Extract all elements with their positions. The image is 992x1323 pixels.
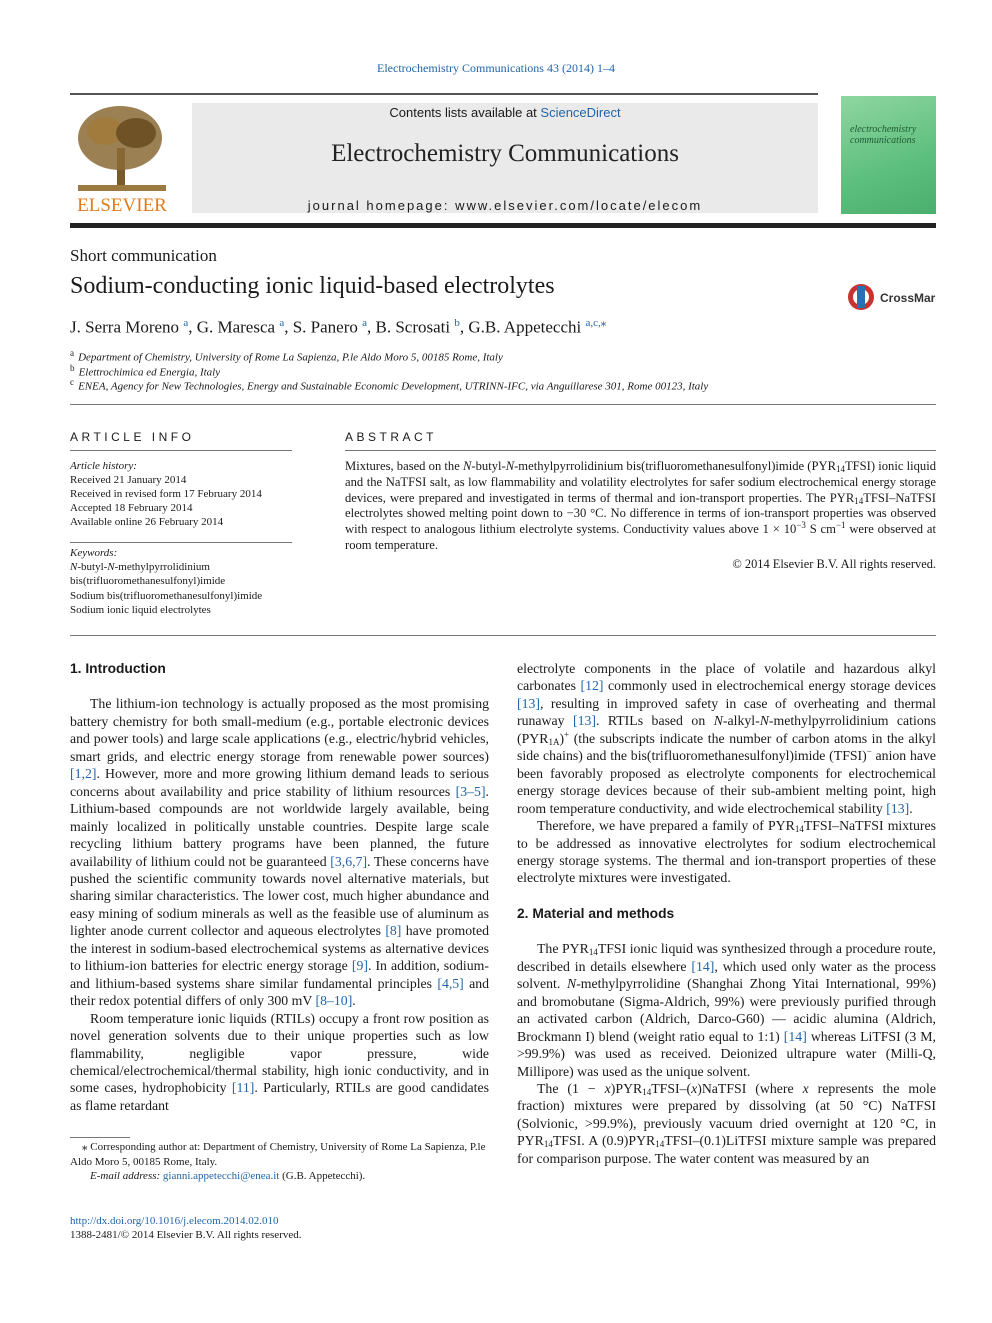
keyword: Sodium bis(trifluoromethanesulfonyl)imide — [70, 590, 263, 602]
divider — [70, 450, 292, 451]
author[interactable]: J. Serra Moreno — [70, 317, 180, 337]
author[interactable]: G.B. Appetecchi — [468, 317, 582, 337]
author-affil-mark[interactable]: b — [454, 317, 460, 329]
author-affil-mark[interactable]: a — [362, 317, 368, 329]
paragraph: electrolyte components in the place of volatile and hazardous alkyl carbonates [12] commonly used in electrochemical energy storage devices [13], resulting in improved safety in case of overheating and thermal runaway [13]. RTILs based on N-alkyl-N-methylpyrrolidinium cations $(PYR_{1A})^+$ (the subscripts indicate the number of carbon atoms in the alkyl side chains) and the bis(trifluoromethanesulfonyl)imide (TFSI)− anion have been favorably proposed as electrolyte components for electrochemical energy storage devices because of their sub-ambient melting point, high room temperature conductivity, and wide electrochemical stability [13]. — [517, 661, 936, 816]
article-type: Short communication — [70, 246, 217, 265]
citation-link[interactable]: [13] — [572, 713, 596, 729]
masthead-rule — [70, 93, 818, 95]
divider — [70, 635, 936, 636]
author-affil-mark[interactable]: a,c,⁎ — [585, 317, 607, 329]
keyword: N-butyl-N-methylpyrrolidinium — [70, 561, 210, 573]
publisher-name: ELSEVIER — [77, 195, 167, 215]
citation-link[interactable]: [3,6,7] — [330, 853, 368, 869]
body-column-left — [70, 660, 489, 1114]
history-label: Article history: — [70, 460, 137, 472]
abstract-text: Mixtures, based on the N-butyl-N-methylpyrrolidinium bis(trifluoromethanesulfonyl)imide $(PYR_{14}TFSI)$ ionic liquid and the NaTFSI salt, as low flammability and volatility electrolytes for safer sodium electrochemical energy storage devices, were prepared and investigated in terms of thermal and ion-transport properties. The $PYR_{14}TFSI$–NaTFSI electrolytes showed melting point down to −30 °C. No difference in terms of ion-transport properties was observed with respect to analogous lithium electrolyte systems. Conductivity values above $1 \times 10^{-3}$ S $cm^{-1}$ were observed at room temperature. — [345, 459, 936, 552]
article-title: Sodium-conducting ionic liquid-based electrolytes — [70, 273, 555, 299]
history-item: Available online 26 February 2014 — [70, 516, 224, 528]
affiliation: $^b$ Elettrochimica ed Energia, Italy — [70, 363, 221, 379]
author-affil-mark[interactable]: a — [183, 317, 189, 329]
cover-title: electrochemistry communications — [850, 124, 917, 146]
citation-link[interactable]: [9] — [351, 958, 368, 974]
contents-line — [192, 105, 818, 120]
section-heading-methods: 2. Material and methods — [517, 905, 675, 921]
sciencedirect-link[interactable]: ScienceDirect — [540, 105, 621, 120]
history-item: Received 21 January 2014 — [70, 474, 187, 486]
paragraph: The $PYR_{14}TFSI$ ionic liquid was synthesized through a procedure route, described in details elsewhere [14], which used only water as the process solvent. N-methylpyrrolidine (Shanghai Zhong Yitai International, 99%) and bromobutane (Sigma-Aldrich, 99%) were previously purified through an activated carbon (Aldrich, Darco-G60) — acidic alumina (Aldrich, Brockmann I) blend (weight ratio equal to 1:1) [14] whereas LiTFSI (3 M, >99.9%) was used as received. Deionized ultrapure water (Milli-Q, Millipore) was used as the unique solvent. — [517, 941, 936, 1079]
email-link[interactable]: gianni.appetecchi@enea.it — [162, 1170, 280, 1182]
author-affil-mark[interactable]: a — [279, 317, 285, 329]
running-head[interactable]: Electrochemistry Communications 43 (2014) 1–4 — [377, 61, 615, 75]
history-item: Accepted 18 February 2014 — [70, 502, 193, 514]
author[interactable]: G. Maresca — [196, 317, 276, 337]
citation-link[interactable]: [13] — [886, 800, 910, 816]
divider — [345, 450, 936, 451]
citation-link[interactable]: [8] — [385, 923, 402, 939]
abstract-heading: ABSTRACT — [345, 430, 438, 444]
article-info-heading: ARTICLE INFO — [70, 430, 195, 444]
elsevier-logo — [70, 103, 174, 215]
paragraph: Room temperature ionic liquids (RTILs) occupy a front row position as novel generation solvents due to their unique properties such as low flammability, negligible vapor pressure, wide chemical/electrochemical/thermal stability, high ionic conductivity, and in some cases, hydrophobicity [11]. Particularly, RTILs are good candidates as flame retardant — [70, 1010, 489, 1113]
contents-prefix: Contents lists available at — [389, 105, 541, 120]
masthead-bottom-rule — [70, 223, 936, 228]
issn-line: 1388-2481/© 2014 Elsevier B.V. All rights reserved. — [70, 1229, 302, 1241]
divider — [70, 404, 936, 405]
email-label: E-mail address: — [90, 1170, 161, 1182]
citation-link[interactable]: [14] — [691, 958, 715, 974]
abstract-copyright: © 2014 Elsevier B.V. All rights reserved. — [732, 557, 936, 571]
author-list: J. Serra Moreno $^a$, G. Maresca $^a$, S. Panero $^a$, B. Scrosati $^b$, G.B. Appetecchi $^{a,c,⁎}$ — [70, 317, 607, 337]
email-owner: (G.B. Appetecchi). — [282, 1170, 366, 1182]
doi-link[interactable]: http://dx.doi.org/10.1016/j.elecom.2014.02.010 — [70, 1215, 279, 1227]
paragraph: The $(1 - x)PYR_{14}TFSI-(x)NaTFSI$ (where x represents the mole fraction) mixtures were prepared by dissolving (at 50 °C) NaTFSI (Solvionic, >99.9%), previously vacuum dried overnight at 120 °C, in $PYR_{14}TFSI$. A $(0.9)PYR_{14}TFSI-(0.1)LiTFSI$ mixture sample was prepared for comparison purpose. The water content was measured by an — [517, 1080, 937, 1166]
citation-link[interactable]: [1,2] — [70, 766, 97, 782]
affiliation: $^c$ ENEA, Agency for New Technologies, Energy and Sustainable Economic Development, UTRINN-IFC, via Anguillarese 301, Rome 00123, Italy — [70, 377, 709, 393]
citation-link[interactable]: [12] — [580, 678, 604, 694]
citation-link[interactable]: [14] — [783, 1028, 807, 1044]
keywords-label: Keywords: — [70, 547, 118, 559]
citation-link[interactable]: [11] — [231, 1080, 255, 1096]
paragraph: Therefore, we have prepared a family of $PYR_{14}TFSI$–NaTFSI mixtures to be addressed as innovative electrolytes for sodium electrochemical energy storage systems. The thermal and ion-transport properties of these electrolyte mixtures were investigated. — [517, 818, 936, 886]
keyword: Sodium ionic liquid electrolytes — [70, 604, 211, 616]
journal-name: Electrochemistry Communications — [331, 140, 679, 167]
author[interactable]: S. Panero — [292, 317, 358, 337]
citation-link[interactable]: [13] — [517, 695, 540, 711]
paragraph: The lithium-ion technology is actually proposed as the most promising battery chemistry for both small-medium (e.g., portable electronic devices and power tools) and large scale applications (e.g., electric/hybrid vehicles, smart grids, and electric energy storage from renewable power sources) [1,2]. However, more and more growing lithium demand leads to serious concerns about availability and price stability of lithium resources [3–5]. Lithium-based compounds are not worldwide largely available, being mainly localized in politically unstable countries. Despite large scale recycling lithium battery programs have been planned, the future availability of lithium could not be guaranteed [3,6,7]. These concerns have pushed the scientific community towards novel alternative materials, but sharing similar characteristics. The lower cost, much higher abundance and easy mining of sodium minerals as well as the feasible use of aluminum as lighter anode current collector and aqueous electrolytes [8] have promoted the interest in sodium-based electrochemical systems as alternative devices to lithium-ion batteries for electric energy storage [9]. In addition, sodium- and lithium-based systems share similar fundamental principles [4,5] and their redox potential differs of only 300 mV [8–10]. — [70, 696, 489, 1009]
crossmark-label: CrossMark — [880, 291, 936, 305]
author[interactable]: B. Scrosati — [375, 317, 451, 337]
footnote-rule — [70, 1137, 130, 1138]
body-column-right — [517, 660, 936, 1167]
history-item: Received in revised form 17 February 2014 — [70, 488, 262, 500]
divider — [70, 542, 292, 543]
journal-cover-image — [841, 96, 936, 214]
crossmark-badge[interactable] — [846, 282, 936, 312]
section-heading-introduction: 1. Introduction — [70, 661, 166, 676]
affiliation: $^a$ Department of Chemistry, University of Rome La Sapienza, P.le Aldo Moro 5, 00185 Rome, Italy — [70, 348, 503, 364]
citation-link[interactable]: [3–5] — [455, 783, 486, 799]
footnote: ⁎ Corresponding author at: Department of Chemistry, University of Rome La Sapienza, P.le Aldo Moro 5, 00185 Rome, Italy. E-mail address: gianni.appetecchi@enea.it (G.B. Appetecchi). — [70, 1141, 486, 1182]
corresponding-author-note: Corresponding author at: Department of Chemistry, University of Rome La Sapienza, P.le Aldo Moro 5, 00185 Rome, Italy. — [70, 1141, 486, 1168]
citation-link[interactable]: [4,5] — [437, 975, 464, 991]
citation-link[interactable]: [8–10] — [315, 993, 353, 1009]
keyword: bis(trifluoromethanesulfonyl)imide — [70, 575, 226, 587]
journal-homepage[interactable]: journal homepage: www.elsevier.com/locate/elecom — [307, 198, 703, 213]
